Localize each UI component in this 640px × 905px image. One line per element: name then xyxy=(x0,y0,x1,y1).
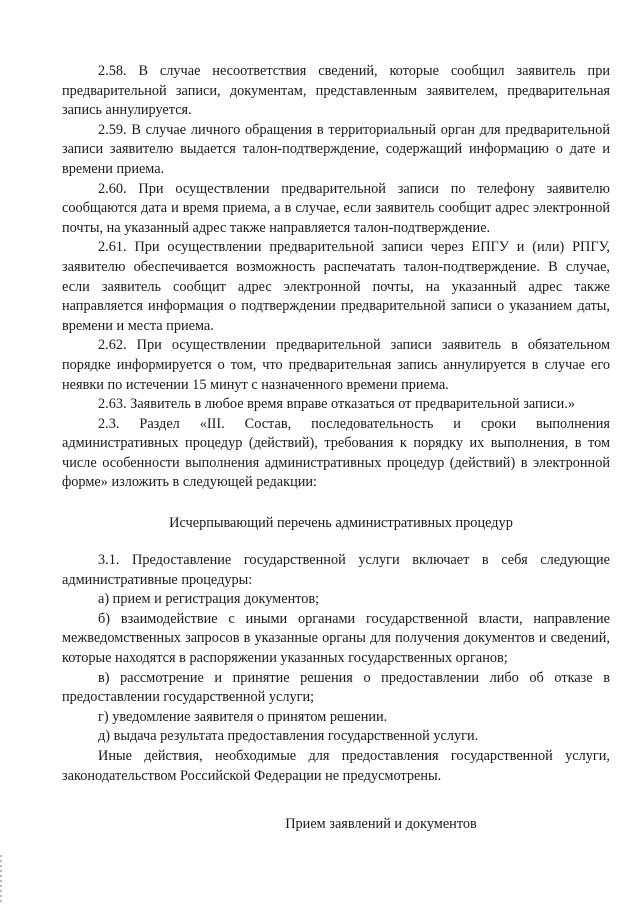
paragraph-2-3: 2.3. Раздел «III. Состав, последовательность и сроки выполнения административных процедур (действий), требования к порядку их выполнения, в том числе особенности выполнения административных процедур (действий) в электронной форме» изложить в следующей редакции: xyxy=(62,415,610,491)
paragraph-other-actions: Иные действия, необходимые для предоставления государственной услуги, законодательством Российской Федерации не предусмотрены. xyxy=(62,748,610,784)
list-item-b: б) взаимодействие с иными органами государственной власти, направление межведомственных запросов в указанные органы для получения документов и сведений, которые находятся в распоряжении указанных государственных органов; xyxy=(62,610,610,667)
list-item-g: г) уведомление заявителя о принятом решении. xyxy=(98,708,388,725)
section-heading-procedures: Исчерпывающий перечень административных процедур xyxy=(169,515,513,532)
paragraph-3-1: 3.1. Предоставление государственной услуги включает в себя следующие административные процедуры: xyxy=(62,552,610,588)
paragraph-2-61: 2.61. При осуществлении предварительной записи через ЕПГУ и (или) РПГУ, заявителю обеспечивается возможность распечатать талон-подтверждение. В случае, если заявитель сообщит адрес электронной почты, на указанный адрес также направляется информация о подтверждении предварительной записи о указанием даты, времени и места приема. xyxy=(62,239,610,334)
paragraph-2-60: 2.60. При осуществлении предварительной записи по телефону заявителю сообщаются дата и время приема, а в случае, если заявитель сообщит адрес электронной почты, на указанный адрес также направляется талон-подтверждение. xyxy=(62,180,610,236)
paragraph-2-63: 2.63. Заявитель в любое время вправе отказаться от предварительной записи.» xyxy=(98,396,576,413)
list-item-v: в) рассмотрение и принятие решения о предоставлении либо об отказе в предоставлении государственной услуги; xyxy=(62,669,610,706)
list-item-a: а) прием и регистрация документов; xyxy=(98,591,320,608)
paragraph-2-58: 2.58. В случае несоответствия сведений, которые сообщил заявитель при предварительной записи, документам, представленным заявителем, предварительная запись аннулируется. xyxy=(62,63,610,119)
paragraph-2-62: 2.62. При осуществлении предварительной записи заявитель в обязательном порядке информируется о том, что предварительная запись аннулируется в случае его неявки по истечении 15 минут с назначенного времени приема. xyxy=(62,337,610,393)
scan-edge-mark xyxy=(0,855,2,905)
paragraph-2-59: 2.59. В случае личного обращения в территориальный орган для предварительной записи заявителю выдается талон-подтверждение, содержащий информацию о дате и времени приема. xyxy=(62,121,610,177)
list-item-d: д) выдача результата предоставления государственной услуги. xyxy=(98,728,479,745)
section-heading-reception: Прием заявлений и документов xyxy=(285,816,477,833)
